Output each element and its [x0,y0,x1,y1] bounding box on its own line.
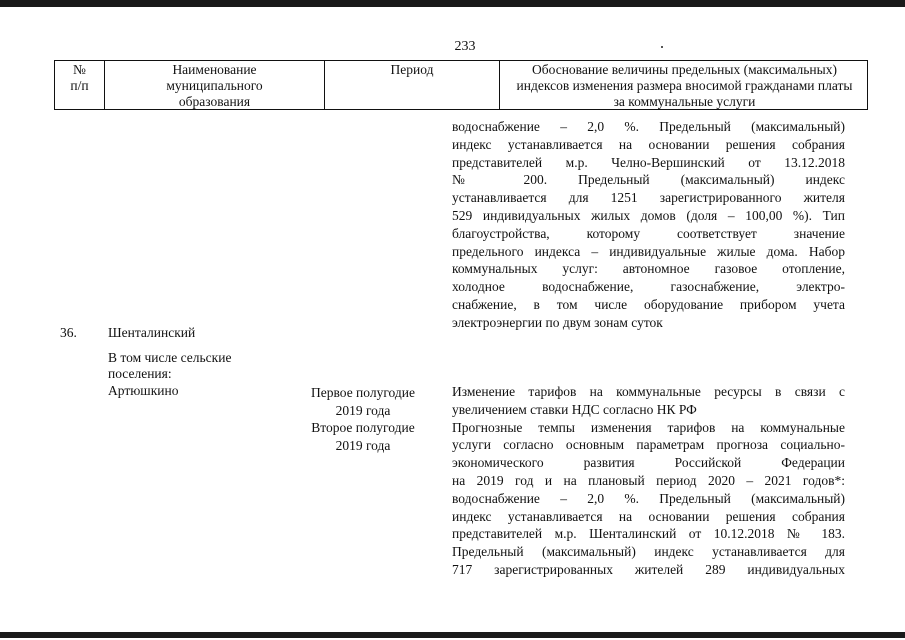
period-line: Первое полугодие [311,385,415,400]
period-line: Второе полугодие [311,420,415,435]
text-line: представителей м.р. Шенталинский от 10.12.2018 № 183. [452,526,845,542]
table-header [54,60,868,110]
header-col-name [104,61,324,109]
header-col-number [55,61,104,109]
header-col-period [324,61,499,109]
text-line: водоснабжение – 2,0 %. Предельный (максимальный) [452,119,845,134]
text-line: № 200. Предельный (максимальный) индекс [452,172,845,188]
text-line: индекс устанавливается на основании решения собрания [452,508,845,524]
page-number: 233 [454,39,476,54]
text-line: представителей м.р. Челно-Вершинский от 13.12.2018 [452,154,845,170]
scan-top-border [0,0,905,7]
scan-speck [661,46,663,48]
scan-bottom-border [0,632,905,638]
text-line: экономического развития Российской Федерации [452,455,845,471]
header-text: за коммунальные услуги [613,94,756,109]
header-text: Период [390,62,434,77]
period-line: 2019 года [335,402,391,418]
text-line: холодное водоснабжение, газоснабжение, электро- [452,279,845,295]
header-text: образования [178,94,251,109]
header-text: индексов изменения размера вносимой гражданами платы [516,78,853,93]
header-text: п/п [70,78,89,93]
row-number: 36. [60,325,77,340]
header-text: № [73,62,86,77]
text-line: электроэнергии по двум зонам суток [452,314,663,330]
text-line: увеличением ставки НДС согласно НК РФ [452,401,697,417]
settlement-name: Артюшкино [108,383,179,398]
text-line: Предельный (максимальный) индекс устанавливается для [452,544,845,560]
reason-cell [452,383,845,579]
text-line: водоснабжение – 2,0 %. Предельный (максимальный) [452,490,845,506]
period-line: 2019 года [335,437,391,453]
text-line: 529 индивидуальных жилых домов (доля – 100,00 %). Тип [452,207,845,223]
text-line: снабжение, в том числе оборудование прибором учета [452,296,845,312]
header-col-reason [499,61,869,109]
text-line: устанавливается для 1251 зарегистрированного жителя [452,190,845,206]
period-cell [298,384,428,454]
municipality-name: Шенталинский [108,325,196,340]
text-line: благоустройства, которому соответствует значение [452,225,845,241]
header-text: Наименование [172,62,257,77]
text-line: предельного индекса – индивидуальные жилые дома. Набор [452,243,845,259]
subheading-settlements [108,350,231,382]
subheading-line: В том числе сельские [108,350,232,365]
text-line: услуги согласно основным параметрам прогноза социально- [452,437,845,453]
text-line: коммунальных услуг: автономное газовое отопление, [452,261,845,277]
text-line: индекс устанавливается на основании решения собрания [452,136,845,152]
text-line: 717 зарегистрированных жителей 289 индивидуальных [452,561,845,577]
subheading-line: поселения: [108,366,172,381]
header-text: муниципального [166,78,263,93]
header-text: Обоснование величины предельных (максимальных) [532,62,837,77]
text-line: Изменение тарифов на коммунальные ресурсы в связи с [452,384,845,399]
text-line: на 2019 год и на плановый период 2020 – 2021 годов*: [452,472,845,488]
text-line: Прогнозные темпы изменения тарифов на коммунальные [452,419,845,435]
reason-continuation [452,118,845,332]
